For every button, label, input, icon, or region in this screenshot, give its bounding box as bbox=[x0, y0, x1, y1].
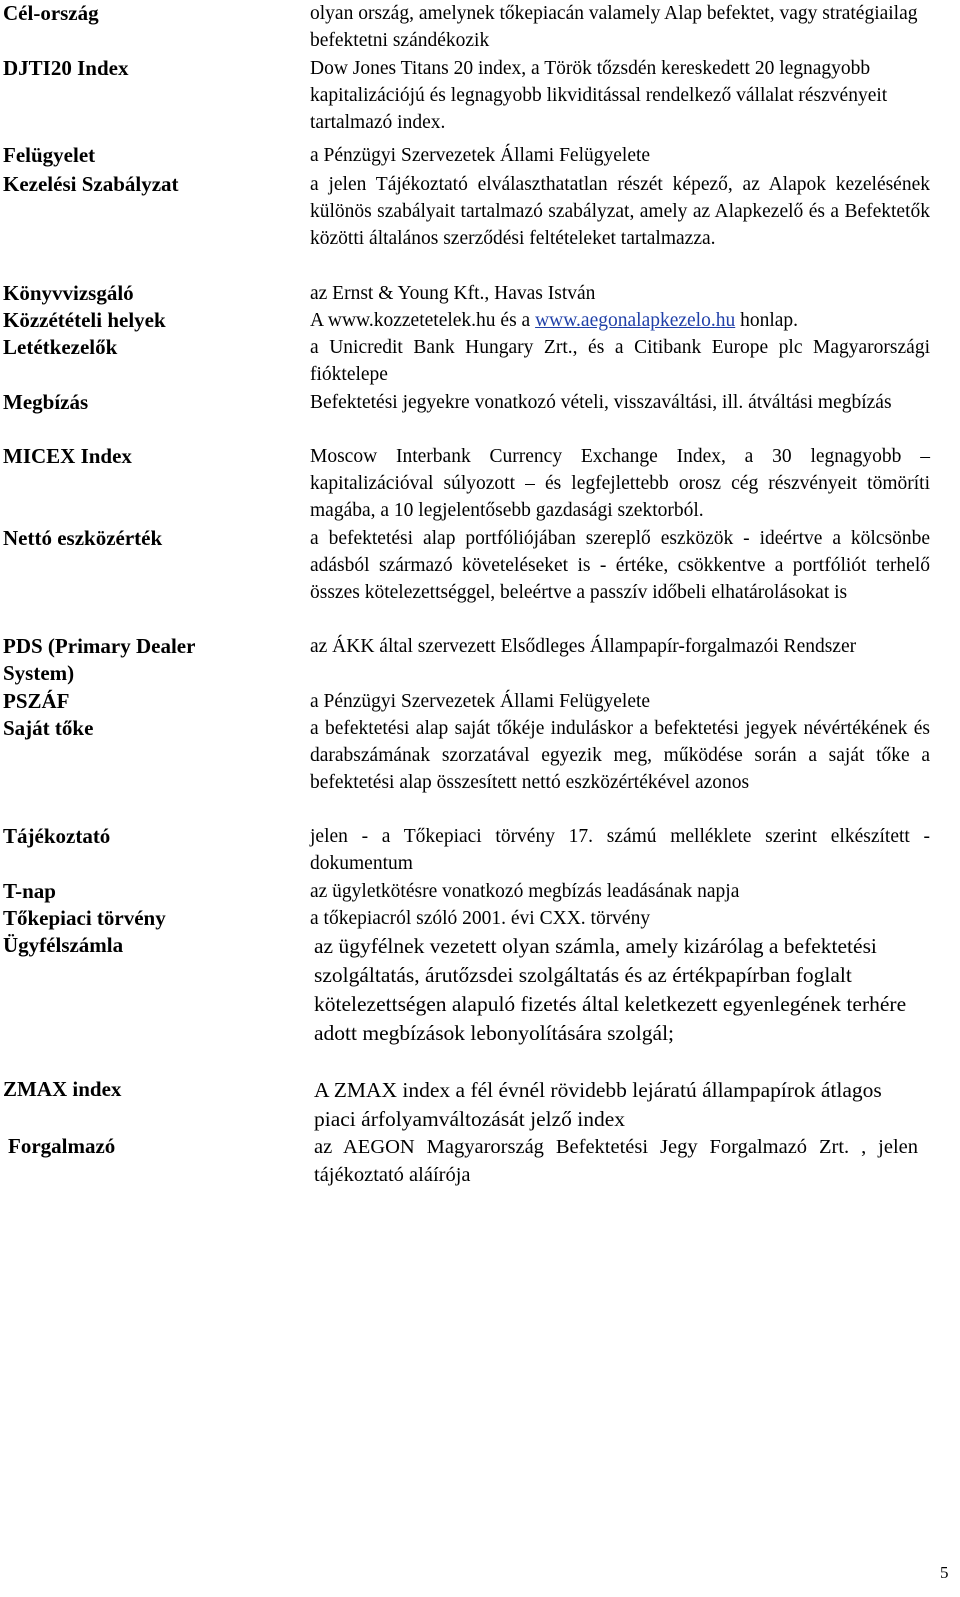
term: Cél-ország bbox=[3, 1, 99, 25]
term: PDS (Primary Dealer System) bbox=[3, 634, 196, 685]
definition: az Ernst & Young Kft., Havas István bbox=[310, 283, 596, 304]
term: T-nap bbox=[3, 879, 56, 903]
definition: az ügyfélnek vezetett olyan számla, amely kizárólag a befektetési szolgáltatás, árutőzsdei szolgáltatás és az értékpapírban foglalt kötelezettségen alapuló fizetés által keletkezett egyenlegének terhére adott megbízások lebonyolítására szolgál; bbox=[314, 934, 907, 1045]
definition: a befektetési alap portfóliójában szereplő eszközök - ideértve a kölcsönbe adásból származó követeléseket is - értéke, csökkentve a portfóliót terhelő összes kötelezettséggel, beleértve a passzív időbeli elhatárolásokat is bbox=[310, 528, 930, 603]
definition: a befektetési alap saját tőkéje induláskor a befektetési jegyek névértékének és darabszámának szorzatával egyezik meg, működése során a saját tőke a befektetési alap összesített nettó eszközértékével azonos bbox=[310, 718, 930, 793]
definition: Befektetési jegyekre vonatkozó vételi, visszaváltási, ill. átváltási megbízás bbox=[310, 392, 892, 413]
term: Nettó eszközérték bbox=[3, 526, 163, 550]
term: Közzétételi helyek bbox=[3, 308, 166, 332]
definition: Dow Jones Titans 20 index, a Török tőzsdén kereskedett 20 legnagyobb kapitalizációjú és legnagyobb likviditással rendelkező vállalat részvényeit tartalmazó index. bbox=[310, 58, 888, 133]
term: Könyvvizsgáló bbox=[3, 281, 134, 305]
definition: az ügyletkötésre vonatkozó megbízás leadásának napja bbox=[310, 881, 740, 902]
term: MICEX Index bbox=[3, 444, 132, 468]
term: Tőkepiaci törvény bbox=[3, 906, 166, 930]
term: Megbízás bbox=[3, 390, 89, 414]
definition bbox=[310, 307, 930, 334]
definition: a Unicredit Bank Hungary Zrt., és a Citibank Europe plc Magyarországi fióktelepe bbox=[310, 337, 930, 385]
definition: az ÁKK által szervezett Elsődleges Állampapír-forgalmazói Rendszer bbox=[310, 636, 857, 657]
term: PSZÁF bbox=[3, 689, 70, 713]
page-number: 5 bbox=[940, 1563, 949, 1582]
definition: a tőkepiacról szóló 2001. évi CXX. törvény bbox=[310, 908, 651, 929]
term: Ügyfélszámla bbox=[3, 933, 124, 957]
definition: jelen - a Tőkepiaci törvény 17. számú melléklete szerint elkészített - dokumentum bbox=[310, 826, 930, 874]
definition-text: honlap. bbox=[735, 310, 799, 331]
definition: A ZMAX index a fél évnél rövidebb lejáratú állampapírok átlagos piaci árfolyamváltozását jelző index bbox=[314, 1078, 882, 1131]
term: ZMAX index bbox=[3, 1077, 122, 1101]
definition: az AEGON Magyarország Befektetési Jegy Forgalmazó Zrt. , jelen tájékoztató aláírója bbox=[314, 1136, 918, 1186]
term: Kezelési Szabályzat bbox=[3, 172, 179, 196]
definition: a Pénzügyi Szervezetek Állami Felügyelete bbox=[310, 691, 651, 712]
term: Forgalmazó bbox=[8, 1134, 116, 1158]
definition: olyan ország, amelynek tőkepiacán valamely Alap befektet, vagy stratégiailag befektetni szándékozik bbox=[310, 3, 918, 51]
term: Letétkezelők bbox=[3, 335, 118, 359]
definition: Moscow Interbank Currency Exchange Index, a 30 legnagyobb – kapitalizációval súlyozott – és legfejlettebb orosz cég részvényeit tömöríti magába, a 10 legjelentősebb gazdasági szektorból. bbox=[310, 446, 930, 521]
definition-text: A www.kozzetetelek.hu és a bbox=[310, 310, 536, 331]
term: DJTI20 Index bbox=[3, 56, 129, 80]
term: Tájékoztató bbox=[3, 824, 111, 848]
term: Saját tőke bbox=[3, 716, 94, 740]
term: Felügyelet bbox=[3, 143, 96, 167]
definition: a Pénzügyi Szervezetek Állami Felügyelete bbox=[310, 145, 651, 166]
definition: a jelen Tájékoztató elválaszthatatlan részét képező, az Alapok kezelésének különös szabályait tartalmazó szabályzat, amely az Alapkezelő és a Befektetők közötti általános szerződési feltételeket tartalmazza. bbox=[310, 174, 930, 249]
aegonalapkezelo-link[interactable]: www.aegonalapkezelo.hu bbox=[535, 310, 736, 331]
